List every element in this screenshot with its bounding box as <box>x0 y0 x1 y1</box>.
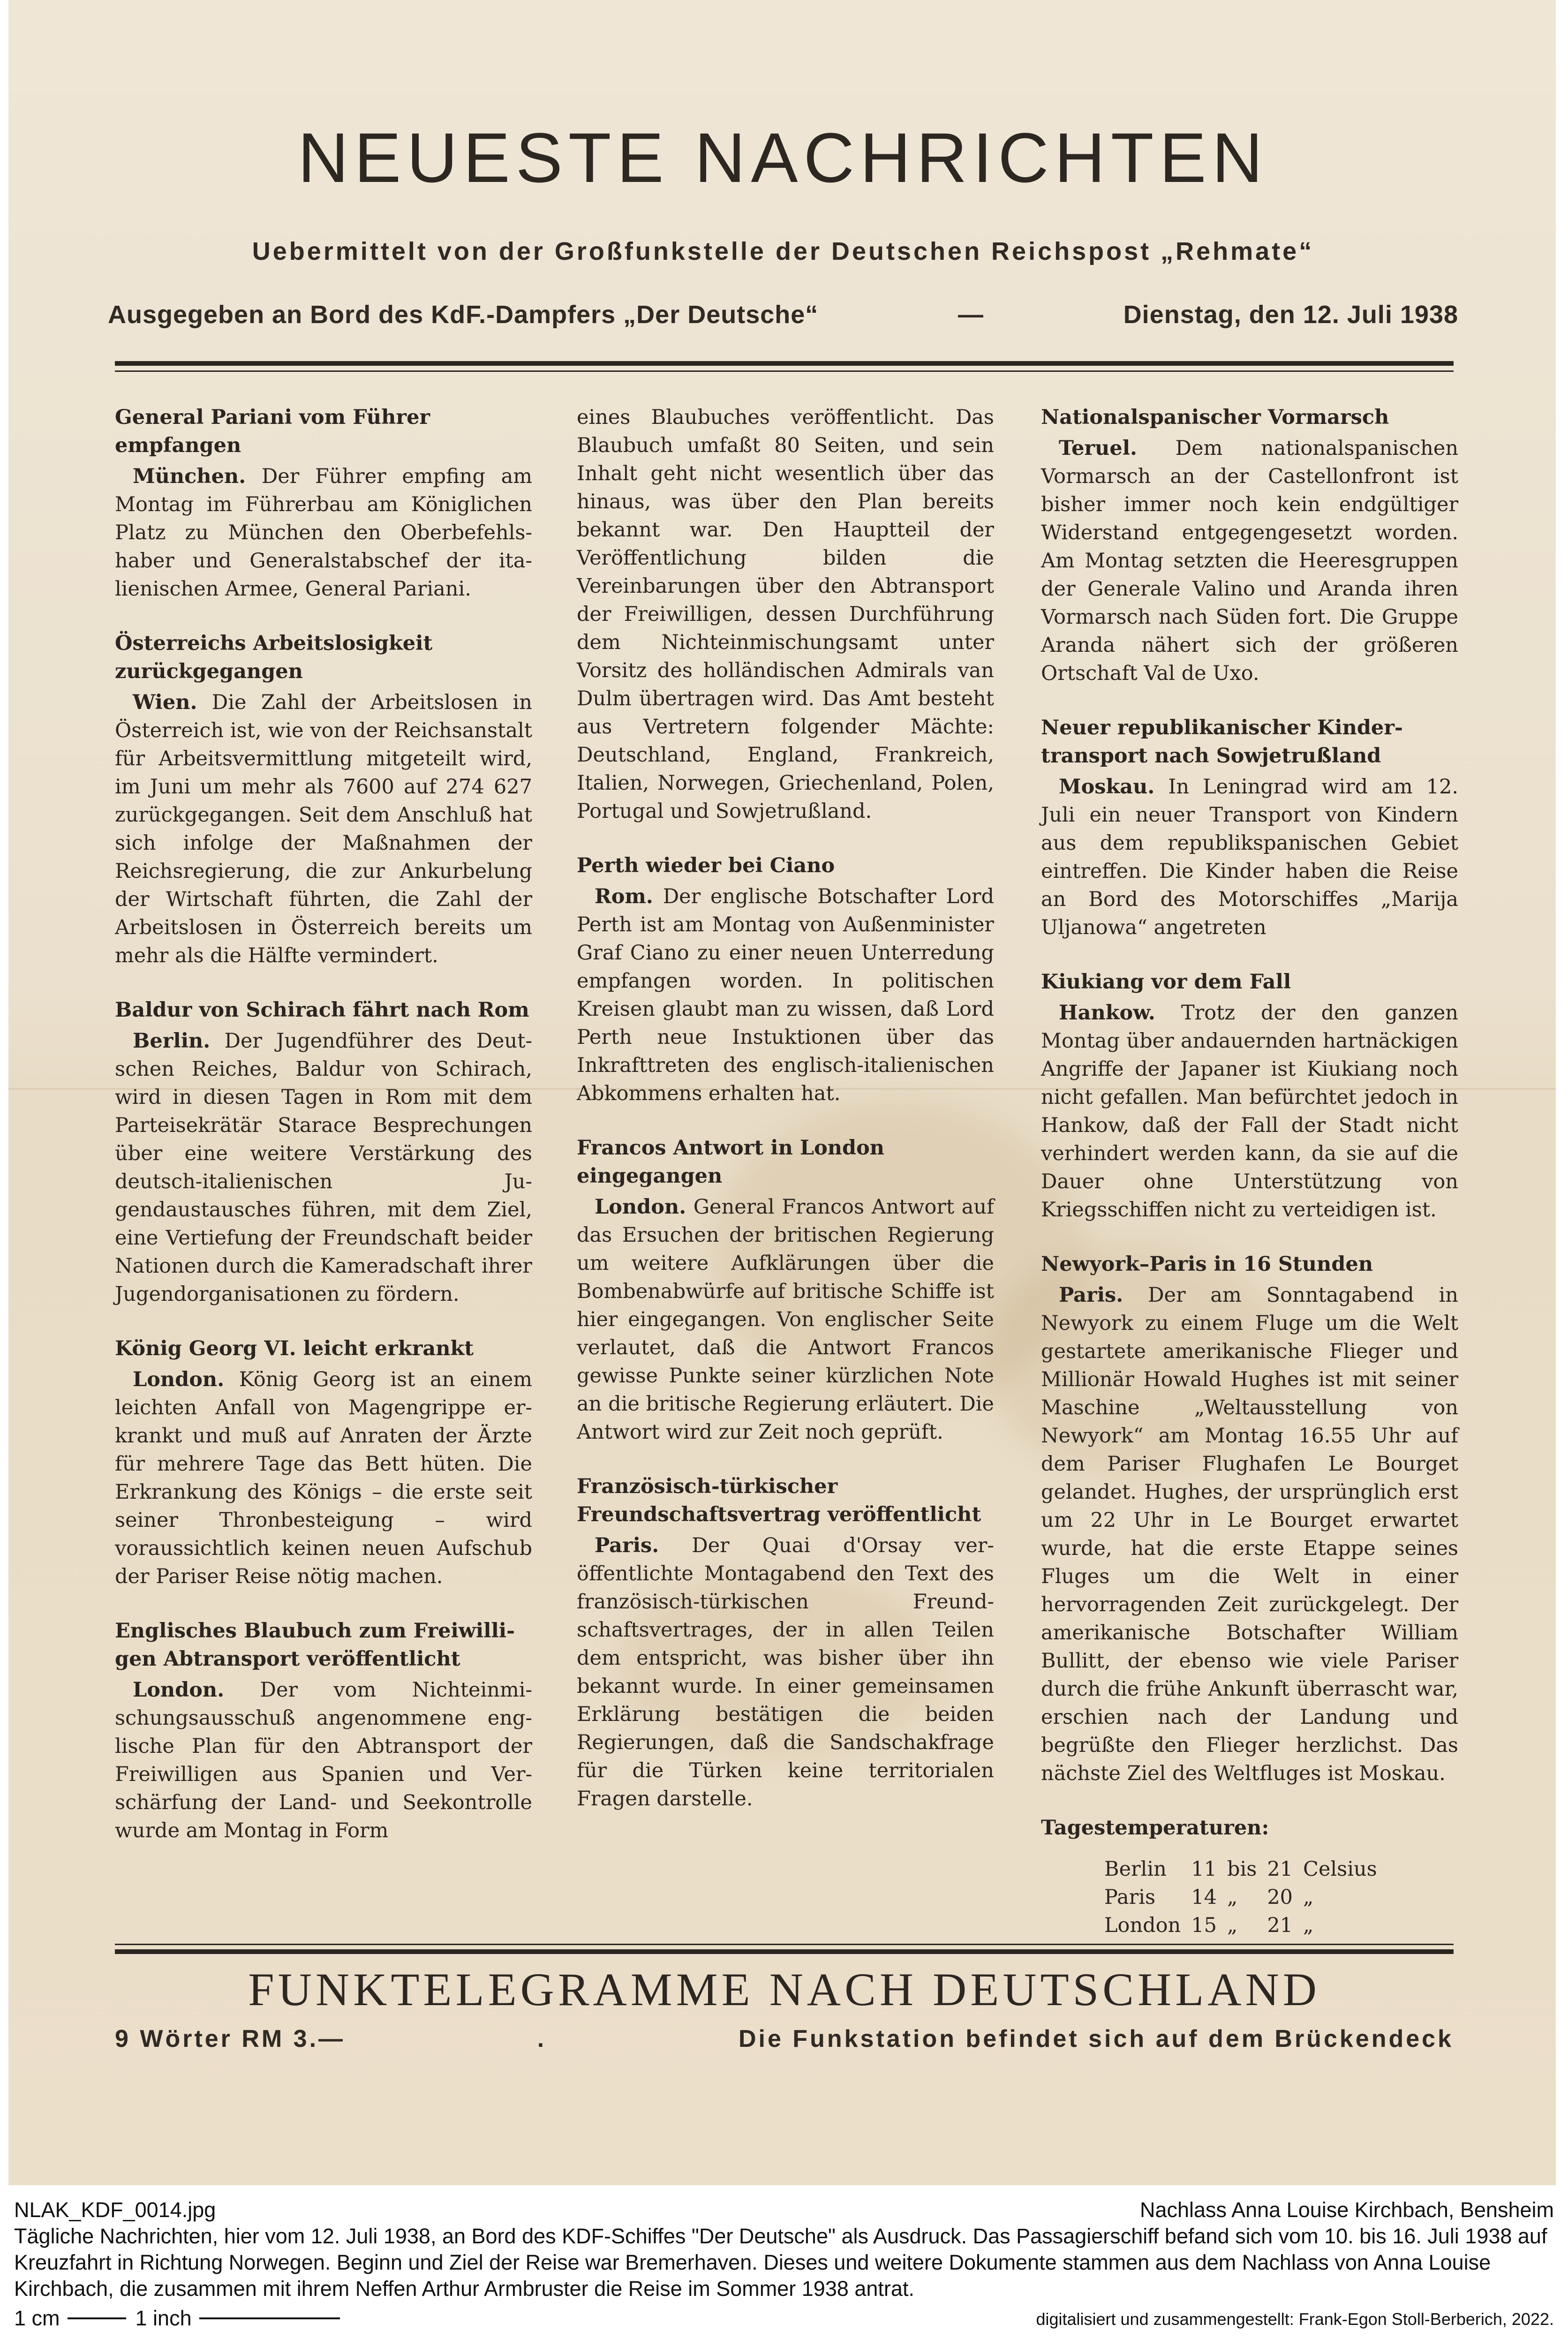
scale-cm-label: 1 cm <box>14 2306 60 2330</box>
article-body <box>577 403 994 825</box>
article-text: Der englische Botschafter Lord Perth ist am Montag von Außenminister Graf Ciano zu einer neuen Unterredung empfangen worden. In politischen Kreisen glaubt man zu wissen, daß Lord Perth neue Instuktionen über das Inkrafttreten des englisch-italienischen Abkommens erhalten hat. <box>577 885 995 1105</box>
temperature-cell: „ <box>1303 1886 1314 1909</box>
footer-price: 9 Wörter RM 3.— <box>115 2025 346 2052</box>
subline: Uebermittelt von der Großfunkstelle der Deutschen Reichspost „Rehmate“ <box>252 237 1314 265</box>
scale-inch-bar <box>199 2317 340 2319</box>
article-body <box>1041 773 1458 942</box>
article-headline: Francos Antwort in London eingegangen <box>577 1136 885 1188</box>
footer-line <box>115 2025 1454 2053</box>
scale-cm-bar <box>68 2317 126 2319</box>
article-headline: Perth wieder bei Ciano <box>577 854 835 877</box>
article <box>577 403 994 825</box>
caption-filename: NLAK_KDF_0014.jpg <box>14 2198 216 2222</box>
footer-dot: . <box>537 2025 547 2052</box>
caption-credit: digitalisiert und zusammengestellt: Frank-Egon Stoll-Berberich, 2022. <box>1036 2309 1554 2329</box>
article-text: eines Blaubuches veröffentlicht. Das Blaubuch umfaßt 80 Seiten, und sein Inhalt geht nicht wesentlich über das hinaus, was über den Plan bereits bekannt war. Den Hauptteil der Veröffentlichung bilden die Vereinbarungen über den Abtransport der Freiwilligen, dessen Durchführung dem Nichteinmischungsamt unter Vorsitz des holländischen Admirals van Dulm übertragen wird. Das Amt besteht aus Vertretern folgender Mächte: Deutschland, England, Frankreich, Italien, Norwegen, Griechenland, Polen, Portugal und Sowjetrußland. <box>577 406 994 823</box>
column-1 <box>115 403 532 1871</box>
scale-inch-label: 1 inch <box>135 2306 192 2330</box>
article-text: Die Zahl der Arbeitslosen in Österreich ist, wie von der Reichsanstalt für Arbeitsvermittlung mitgeteilt wird, im Juni um mehr als 7600 auf 274 627 zurückgegangen. Seit dem Anschluß hat sich infolge der Maßnahmen der Reichsregierung, die zur Ankurbelung der Wirtschaft führten, die Zahl der Arbeitslosen in Österreich bereits um mehr als die Hälfte vermindert. <box>115 691 532 967</box>
article-headline: Nationalspanischer Vormarsch <box>1041 406 1389 429</box>
column-2 <box>577 403 994 1839</box>
article-dateline: Moskau. <box>1059 775 1155 799</box>
temperature-cell: 14 <box>1191 1886 1217 1909</box>
article <box>1041 403 1458 687</box>
article-headline: Österreichs Arbeitslosigkeit zurückgegangen <box>115 632 433 683</box>
article-dateline: München. <box>133 465 246 488</box>
temperatures-title: Tagestemperaturen: <box>1041 1816 1269 1840</box>
temperature-cell: 21 <box>1267 1914 1293 1937</box>
article-text: In Leningrad wird am 12. Juli ein neuer Transport von Kindern aus dem republikspanischen Gebiet eintreffen. Die Kinder haben die Reise an Bord des Motorschiffes „Marija Uljanowa“ angetreten <box>1041 775 1458 939</box>
temperature-row <box>1104 1911 1387 1939</box>
caption-collection: Nachlass Anna Louise Kirchbach, Bensheim <box>1139 2198 1554 2222</box>
article-body <box>577 883 994 1108</box>
article <box>577 1134 994 1446</box>
issue-date: Dienstag, den 12. Juli 1938 <box>1123 301 1458 329</box>
article <box>115 1335 532 1591</box>
article-body <box>1041 1281 1458 1788</box>
article <box>577 1472 994 1813</box>
header-rule-thin <box>115 370 1454 372</box>
footer-rule-thin <box>115 1944 1454 1945</box>
article <box>1041 714 1458 942</box>
footer-title: FUNKTELEGRAMME NACH DEUTSCHLAND <box>248 1963 1320 2015</box>
temperature-row <box>1104 1855 1387 1883</box>
issue-ship: Ausgegeben an Bord des KdF.-Dampfers „Der Deutsche“ <box>108 301 819 329</box>
article-text: Trotz der den ganzen Montag über andauernden hartnäckigen Angriffe der Japaner ist Kiukiang noch nicht gefallen. Man befürchtet jedoch in Hankow, daß der Fall der Stadt nicht verhindert werden kann, da sie auf die Dauer ohne Unterstützung von Kriegsschiffen nicht zu verteidigen ist. <box>1041 1001 1459 1222</box>
article <box>1041 1250 1458 1788</box>
article <box>115 629 532 970</box>
article <box>1041 968 1458 1224</box>
article-body <box>115 1676 532 1845</box>
article <box>115 996 532 1308</box>
temperature-cell: London <box>1104 1914 1181 1937</box>
article-dateline: London. <box>133 1678 225 1702</box>
temperatures-table <box>1104 1855 1387 1939</box>
article-text: Der Führer empfing am Montag im Führerbau am Königlichen Platz zu München den Oberbefehlshaber und Generalstabschef der italienischen Armee, General Pariani. <box>115 465 533 601</box>
scale-bar <box>14 2306 349 2331</box>
article-body <box>1041 999 1458 1224</box>
article-text: König Georg ist an einem leichten Anfall von Magengrippe erkrankt und muß auf Anraten der Ärzte für mehrere Tage das Bett hüten. Die Erkrankung des Königs – die erste seit seiner Thronbesteigung – wird voraussichtlich keinen neuen Aufschub der Pariser Reise nötig machen. <box>115 1368 532 1588</box>
article-text: Der Jugendführer des Deutschen Reiches, Baldur von Schirach, wird in diesen Tagen in Rom mit dem Parteisekrätär Starace Besprechungen über eine weitere Verstärkung des deutsch-italienischen Jugendaustausches führen, mit dem Ziel, eine Vertiefung der Freundschaft beider Nationen durch die Kameradschaft ihrer Jugendorganisationen zu fördern. <box>115 1029 532 1306</box>
article-headline: Newyork–Paris in 16 Stunden <box>1041 1252 1373 1276</box>
article-body <box>115 1366 532 1591</box>
article-text: General Francos Antwort auf das Ersuchen der britischen Regierung um weitere Aufklärungen über die Bombenabwürfe auf britische Schiffe ist hier eingegangen. Von englischer Seite verlautet, daß die Antwort Francos gewisse Punkte seiner kürzlichen Note an die britische Regierung erläutert. Die Antwort wird zur Zeit noch geprüft. <box>577 1195 995 1444</box>
footer-rule-thick <box>115 1949 1454 1954</box>
temperature-cell: Paris <box>1104 1886 1156 1909</box>
article-dateline: Hankow. <box>1059 1001 1155 1025</box>
article-body <box>577 1532 994 1813</box>
article-dateline: London. <box>595 1195 686 1219</box>
article-dateline: Paris. <box>595 1534 659 1557</box>
article-headline: Baldur von Schirach fährt nach Rom <box>115 998 529 1022</box>
temperature-cell: „ <box>1303 1914 1314 1937</box>
temperature-cell: 11 <box>1191 1857 1217 1881</box>
article <box>115 1617 532 1845</box>
temperature-cell: „ <box>1227 1914 1238 1937</box>
article-dateline: London. <box>133 1368 225 1391</box>
archive-caption <box>0 2197 1568 2302</box>
article <box>577 852 994 1108</box>
article-body <box>577 1193 994 1446</box>
article-body <box>115 688 532 970</box>
temperature-row <box>1104 1883 1387 1911</box>
article-headline: Englisches Blaubuch zum Freiwilligen Abtransport veröffentlicht <box>115 1619 515 1671</box>
temperature-cell: 20 <box>1267 1886 1293 1909</box>
temperature-cell: „ <box>1227 1886 1238 1909</box>
issue-line <box>108 300 1458 329</box>
article-dateline: Berlin. <box>133 1029 211 1053</box>
temperature-cell: 15 <box>1191 1914 1217 1937</box>
column-3-articles <box>1041 403 1458 1788</box>
article-headline: General Pariani vom Führer empfangen <box>115 406 430 457</box>
article-body <box>115 462 532 603</box>
caption-text: Tägliche Nachrichten, hier vom 12. Juli 1938, an Bord des KDF-Schiffes "Der Deutsche" als Ausdruck. Das Passagierschiff befand sich vom 10. bis 16. Juli 1938 auf Kreuzfahrt in Richtung Norwegen. Beginn und Ziel der Reise war Bremerhaven. Dieses und weitere Dokumente stammen aus dem Nachlass von Anna Louise Kirchbach, die zusammen mit ihrem Neffen Arthur Armbruster die Reise im Sommer 1938 antrat. <box>14 2224 1547 2301</box>
masthead: NEUESTE NACHRICHTEN <box>298 118 1268 197</box>
article-headline: Neuer republikanischer Kindertransport nach Sowjetrußland <box>1041 716 1403 768</box>
article <box>115 403 532 603</box>
article-body <box>1041 434 1458 687</box>
article-dateline: Rom. <box>595 885 653 908</box>
article-body <box>115 1027 532 1308</box>
article-dateline: Teruel. <box>1059 437 1138 460</box>
article-text: Der vom Nichteinmischungsausschuß angenommene englische Plan für den Abtransport der Freiwilligen aus Spanien und Verschärfung der Land- und Seekontrolle wurde am Montag in Form <box>115 1678 533 1842</box>
issue-dash: — <box>958 301 984 329</box>
temperature-cell: bis <box>1227 1857 1257 1881</box>
article-headline: Französisch-türkischer Freundschaftsvertrag veröffentlicht <box>577 1475 981 1526</box>
article-text: Der Quai d'Orsay veröffentlichte Montagabend den Text des französisch-türkischen Freundschaftsvertrages, der in allen Teilen dem entspricht, was bisher über ihn bekannt wurde. In einer gemeinsamen Erklärung bestätigen die beiden Regierungen, daß die Sandschakfrage für die Türken keine territorialen Fragen darstelle. <box>577 1534 994 1811</box>
temperature-cell: Berlin <box>1104 1857 1167 1881</box>
article-text: Der am Sonntagabend in Newyork zu einem Fluge um die Welt gestartete amerikanische Flieger und Millionär Howald Hughes ist mit seiner Maschine „Weltausstellung von Newyork“ am Montag 16.55 Uhr auf dem Pariser Flughafen Le Bourget gelandet. Hughes, der ursprünglich erst um 22 Uhr in Le Bourget erwartet wurde, hat die erste Etappe seines Fluges um die Welt in einer hervorragenden Zeit zurückgelegt. Der amerikanische Botschafter William Bullitt, der ebenso wie viele Pariser durch die frühe Ankunft überrascht war, erschien nach der Landung und begrüßte den Flieger herzlichst. Das nächste Ziel des Weltfluges ist Moskau. <box>1041 1283 1458 1785</box>
article-text: Dem nationalspanischen Vormarsch an der Castellonfront ist bisher immer noch kein endgültiger Widerstand entgegengesetzt worden. Am Montag setzten die Heeresgruppen der Generale Valino und Aranda ihren Vormarsch nach Süden fort. Die Gruppe Aranda nähert sich der größeren Ortschaft Val de Uxo. <box>1041 437 1459 685</box>
article-dateline: Paris. <box>1059 1283 1123 1307</box>
footer-station: Die Funkstation befindet sich auf dem Brückendeck <box>738 2025 1454 2052</box>
temperature-cell: 21 <box>1267 1857 1293 1881</box>
column-3 <box>1041 403 1458 1939</box>
temperature-cell: Celsius <box>1303 1857 1377 1881</box>
article-headline: König Georg VI. leicht erkrankt <box>115 1337 474 1360</box>
article-dateline: Wien. <box>133 691 197 714</box>
header-rule-thick <box>115 361 1454 366</box>
article-headline: Kiukiang vor dem Fall <box>1041 970 1291 994</box>
